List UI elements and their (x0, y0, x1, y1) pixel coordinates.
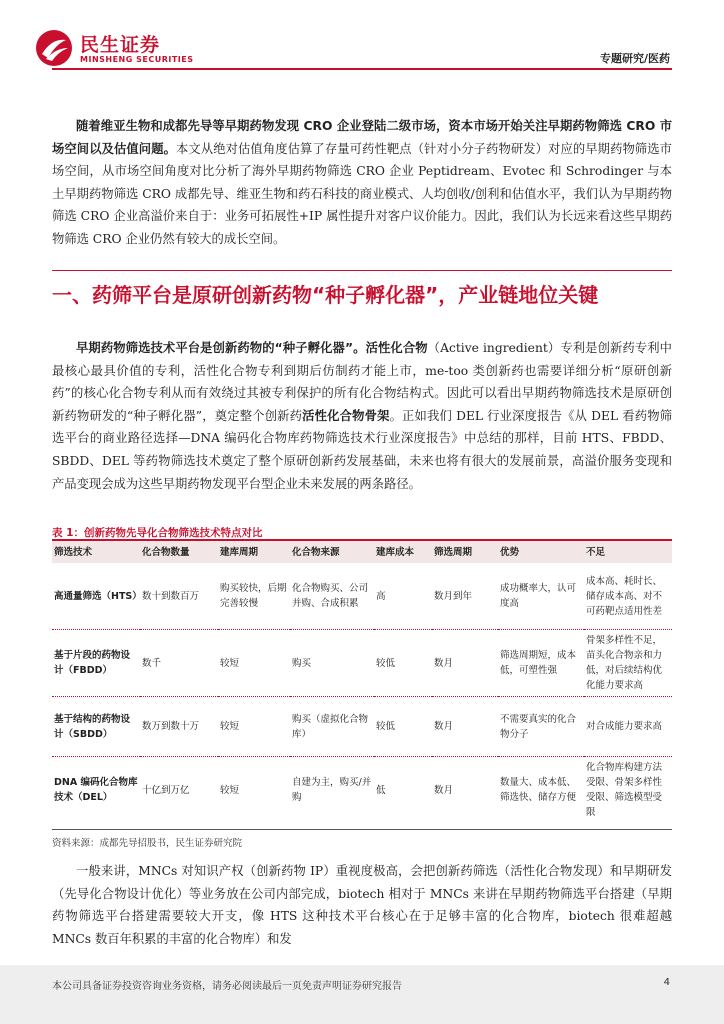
logo-chinese-name: 民生证券 (80, 34, 161, 56)
table-cell: 较短 (218, 697, 290, 757)
table-cell: 数月 (434, 784, 454, 796)
table-cell: 数十到数百万 (140, 563, 218, 630)
table-header-cell: 化合物来源 (290, 540, 374, 563)
table-header-cell: 优势 (498, 540, 584, 563)
table-cell: 购买 (290, 630, 374, 697)
table-cell: 较低 (374, 630, 432, 697)
table-row (52, 757, 672, 824)
para1-text-b: 。正如我们 DEL 行业深度报告《从 DEL 看药物筛选平台的商业路径选择—DNA 编码化合物库药物筛选技术行业深度报告》中总结的那样，目前 HTS、FBDD、SBDD、DEL 等药物筛选技术奠定了整个原研创新药发展基础，未来也将有很大的发展前景，高溢价服务变现和产品变现会成为这些早期药物发现平台型企业未来发展的两条路径。 (52, 408, 672, 491)
table-header-cell: 建库周期 (218, 540, 290, 563)
table-header-cell: 建库成本 (374, 540, 432, 563)
table-row (52, 697, 672, 757)
table-cell: 数万到数十万 (140, 697, 218, 757)
summary-paragraph (52, 115, 672, 251)
table-cell: 数量大、成本低、筛选快、储存方便 (500, 777, 577, 803)
table-header-cell: 化合物数量 (140, 540, 218, 563)
minsheng-logo-icon (34, 28, 74, 68)
logo-english-name: MINSHENG SECURITIES (80, 55, 194, 64)
page-header (0, 0, 724, 70)
table-cell: 对合成能力要求高 (584, 697, 672, 757)
summary-divider (52, 270, 672, 271)
para1-bold-c: 活性化合物骨架 (302, 408, 390, 423)
table-row (52, 563, 672, 630)
table-cell: 低 (376, 784, 386, 796)
table-cell: 高 (374, 563, 432, 630)
table-bottom-rule (52, 829, 672, 830)
table-cell: 十亿到万亿 (142, 784, 190, 796)
table-cell: 化合物购买、公司并购、合成积累 (290, 563, 374, 630)
table-cell: 数千 (140, 630, 218, 697)
comparison-table (52, 539, 672, 823)
table-cell: 筛选周期短，成本低，可塑性强 (498, 630, 584, 697)
section-heading: 一、药筛平台是原研创新药物“种子孵化器”，产业链地位关键 (52, 283, 599, 307)
table-cell: 不需要真实的化合物分子 (498, 697, 584, 757)
table-cell: 数月 (432, 630, 498, 697)
table-cell: DNA 编码化合物库技术（DEL） (54, 777, 138, 803)
table-header-cell: 不足 (584, 540, 672, 563)
report-category: 专题研究/医药 (599, 52, 670, 65)
table-cell: 基于片段的药物设计（FBDD） (52, 630, 140, 697)
table-cell: 较短 (218, 630, 290, 697)
table-cell: 基于结构的药物设计（SBDD） (52, 697, 140, 757)
body-paragraph-2: 一般来讲，MNCs 对知识产权（创新药物 IP）重视度极高，会把创新药筛选（活性化合物发现）和早期研发（先导化合物设计优化）等业务放在公司内部完成，biotech 相对于 MNCs 来讲在早期药物筛选平台搭建（早期药物筛选平台搭建需要较大开支，像 HTS 这种技术平台核心在于足够丰富的化合物库，biotech 很难超越 MNCs 数百年积累的丰富的化合物库）和发 (52, 864, 672, 946)
table-source-note: 资料来源：成都先导招股书，民生证券研究院 (52, 838, 243, 849)
table-header-cell: 筛选技术 (52, 540, 140, 563)
table-cell: 较短 (220, 784, 240, 796)
table-cell: 较低 (374, 697, 432, 757)
table-header-row (52, 540, 672, 563)
company-logo (34, 28, 194, 68)
table-row (52, 630, 672, 697)
header-divider (52, 68, 672, 70)
table-caption: 表 1：创新药物先导化合物筛选技术特点对比 (52, 527, 263, 539)
body-paragraph-1 (52, 337, 672, 495)
para1-bold-a: 早期药物筛选技术平台是创新药物的“种子孵化器”。 (76, 341, 366, 355)
table-cell: 购买较快，后期完善较慢 (218, 563, 290, 630)
page-footer (0, 965, 724, 1024)
page-number: 4 (663, 977, 670, 988)
table-header-cell: 筛选周期 (432, 540, 498, 563)
para1-text-a: （Active ingredient）专利是创新药专利中最核心最具价值的专利，活性化合物专利到期后仿制药才能上市，me-too 类创新药也需要详细分析“原研创新药”的核心化合物专利从而有效绕过其被专利保护的所有化合物结构式。因此可以看出早期药物筛选技术是原研创新药物研发的“种子孵化器”，奠定整个创新药 (52, 341, 672, 423)
table-cell: 化合物库构建方法受限、骨架多样性受限、筛选模型受限 (586, 762, 663, 818)
table-cell: 骨架多样性不足，苗头化合物亲和力低，对后续结构优化能力要求高 (584, 630, 672, 697)
table-cell: 高通量筛选（HTS） (52, 563, 140, 630)
summary-body: 本文从绝对估值角度估算了存量可药性靶点（针对小分子药物研发）对应的早期药物筛选市场空间，从市场空间角度对比分析了海外早期药物筛选 CRO 企业 Peptidream、Evotec 和 Schrodinger 与本土早期药物筛选 CRO 成都先导、维亚生物和药石科技的商业模式、人均创收/创利和估值水平，我们认为早期药物筛选 CRO 企业高溢价来自于：业务可拓展性+IP 属性提升对客户议价能力。因此，我们认为长远来看这些早期药物筛选 CRO 企业仍然有较大的成长空间。 (52, 141, 672, 246)
table-cell: 成本高、耗时长、储存成本高、对不可药靶点适用性差 (584, 563, 672, 630)
table-cell: 成功概率大，认可度高 (498, 563, 584, 630)
table-cell: 数月 (432, 697, 498, 757)
footer-disclaimer: 本公司具备证券投资咨询业务资格，请务必阅读最后一页免责声明证券研究报告 (52, 981, 402, 992)
para1-bold-b: 活性化合物 (365, 341, 428, 355)
table-cell: 数月到年 (432, 563, 498, 630)
table-cell: 自建为主，购买/并购 (292, 777, 372, 803)
summary-bold-lead: 随着维亚生物和成都先导等早期药物发现 CRO 企业登陆二级市场，资本市场开始关注早期药物筛选 CRO 市场空间以及估值问题。 (52, 119, 672, 156)
table-cell: 购买（虚拟化合物库） (290, 697, 374, 757)
